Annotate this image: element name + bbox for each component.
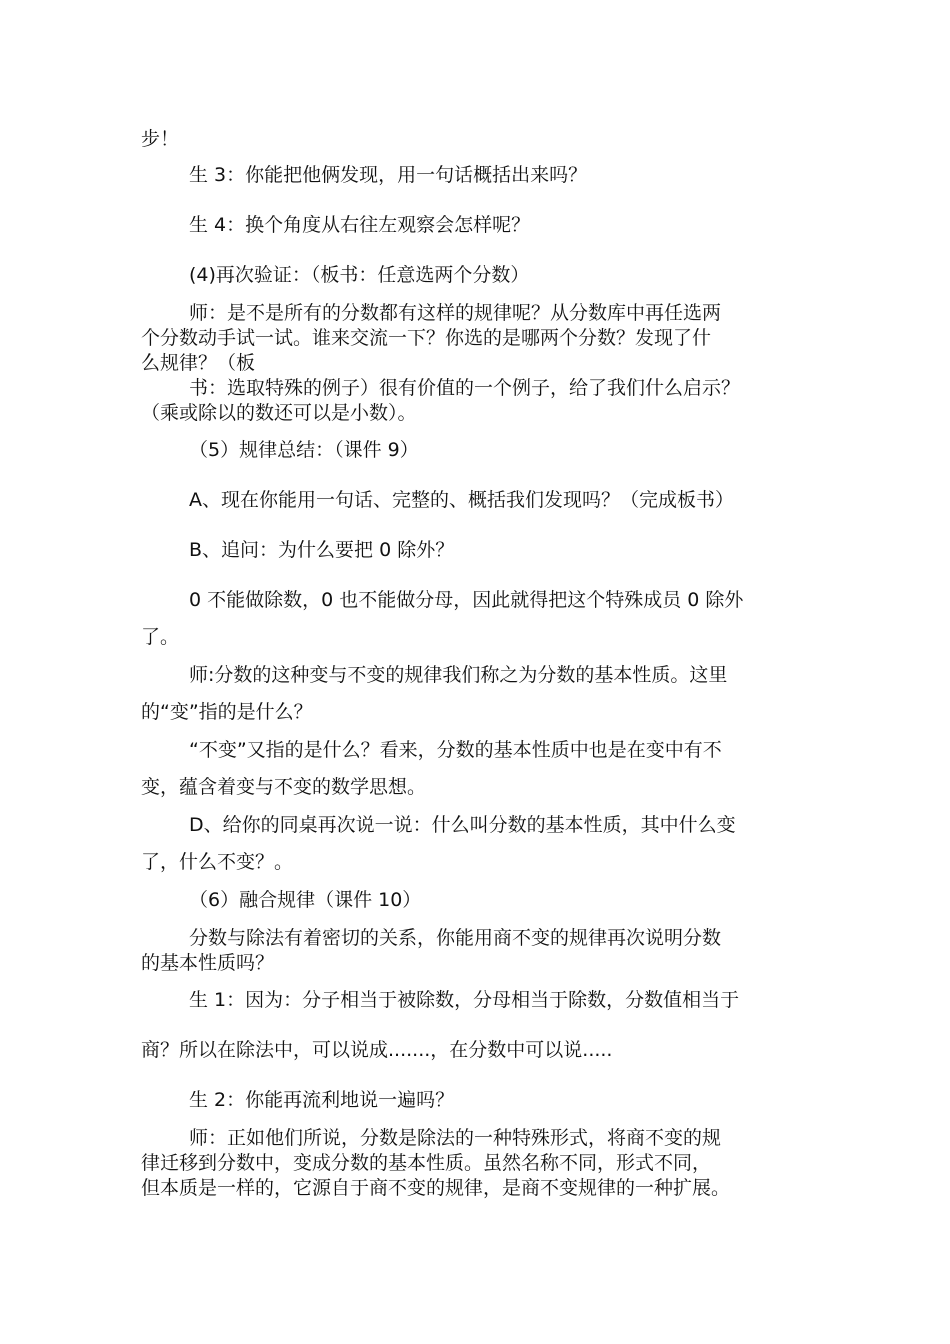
paragraph-line: 师：是不是所有的分数都有这样的规律呢？从分数库中再任选两 xyxy=(189,302,722,324)
paragraph-line: 么规律？（板 xyxy=(141,352,256,374)
paragraph-line: 了。 xyxy=(141,626,180,648)
paragraph-line: 师：正如他们所说，分数是除法的一种特殊形式，将商不变的规 xyxy=(189,1127,722,1149)
paragraph-line: 0 不能做除数，0 也不能做分母，因此就得把这个特殊成员 0 除外 xyxy=(189,589,744,611)
paragraph-line: 但本质是一样的，它源自于商不变的规律，是商不变规律的一种扩展。 xyxy=(141,1177,731,1199)
section-heading: （6）融合规律（课件 10） xyxy=(189,889,422,911)
paragraph-line: 律迁移到分数中，变成分数的基本性质。虽然名称不同，形式不同， xyxy=(141,1152,712,1174)
paragraph-line: 生 3：你能把他俩发现，用一句话概括出来吗？ xyxy=(189,164,588,186)
paragraph-line: “不变”又指的是什么？看来，分数的基本性质中也是在变中有不 xyxy=(189,739,722,761)
paragraph-line: B、追问：为什么要把 0 除外？ xyxy=(189,539,455,561)
paragraph-line: 个分数动手试一试。谁来交流一下？你选的是哪两个分数？发现了什 xyxy=(141,327,712,349)
paragraph-line: 的基本性质吗？ xyxy=(141,952,275,974)
paragraph-line: A、现在你能用一句话、完整的、概括我们发现吗？（完成板书） xyxy=(189,489,734,511)
paragraph-line: 的“变”指的是什么？ xyxy=(141,701,313,723)
paragraph-line: （乘或除以的数还可以是小数）。 xyxy=(141,402,417,424)
paragraph-line: 师:分数的这种变与不变的规律我们称之为分数的基本性质。这里 xyxy=(189,664,728,686)
paragraph-line: 书：选取特殊的例子）很有价值的一个例子，给了我们什么启示？ xyxy=(189,377,741,399)
paragraph-line: 生 4：换个角度从右往左观察会怎样呢？ xyxy=(189,214,531,236)
paragraph-line: 商？所以在除法中，可以说成.......，在分数中可以说..... xyxy=(141,1039,613,1061)
paragraph-line: 生 1：因为：分子相当于被除数，分母相当于除数，分数值相当于 xyxy=(189,989,740,1011)
paragraph-line: 了，什么不变？。 xyxy=(141,851,294,873)
paragraph-line: 变，蕴含着变与不变的数学思想。 xyxy=(141,776,427,798)
section-heading: (4)再次验证：（板书：任意选两个分数） xyxy=(189,264,530,286)
paragraph-line: 分数与除法有着密切的关系，你能用商不变的规律再次说明分数 xyxy=(189,927,722,949)
paragraph-line: 生 2：你能再流利地说一遍吗？ xyxy=(189,1089,455,1111)
section-heading: （5）规律总结：（课件 9） xyxy=(189,439,419,461)
paragraph-line: D、给你的同桌再次说一说：什么叫分数的基本性质，其中什么变 xyxy=(189,814,736,836)
paragraph-line: 步！ xyxy=(141,128,180,150)
